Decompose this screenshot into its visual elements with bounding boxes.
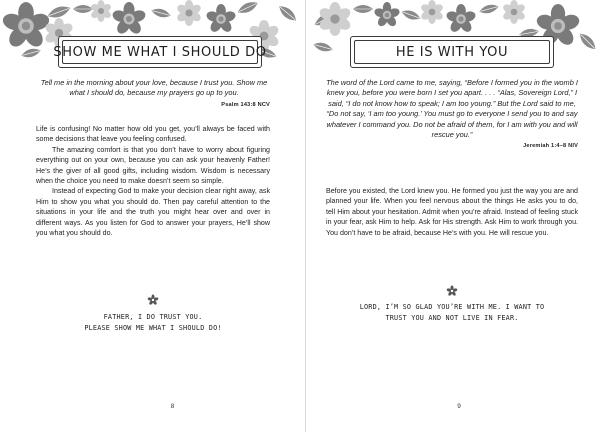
left-prayer: [30, 312, 276, 333]
right-verse: [326, 78, 578, 152]
left-body: [36, 124, 270, 238]
right-prayer: [326, 302, 578, 323]
right-title-box: [350, 36, 554, 68]
left-verse: [38, 78, 270, 110]
left-paragraph: Instead of expecting God to make your decision clear right away, ask Him to show you what you should do. Then pay careful attention to the situations in your life and the truth you might hear over and over in different ways. As you listen for God to answer your prayers, He’ll show you what you should do.: [36, 187, 270, 238]
right-page-title: HE IS WITH YOU: [395, 44, 509, 60]
right-prayer-line: TRUST YOU AND NOT LIVE IN FEAR.: [385, 313, 519, 322]
left-prayer-line: PLEASE SHOW ME WHAT I SHOULD DO!: [84, 323, 222, 332]
right-prayer-line: LORD, I’M SO GLAD YOU’RE WITH ME. I WANT TO: [359, 303, 545, 311]
right-verse-text: The word of the Lord came to me, saying, “Before I formed you in the womb I knew you, before you were born I set you apart. . . . “Alas, Sovereign Lord,” I said, “I do not know how to speak; I am too young.” But the Lord said to me, “Do not say, ‘I am too young.’ You must go to everyone I send you to and say whatever I command you. Do not be afraid of them, for I am with you and will rescue you.”: [326, 78, 578, 140]
left-verse-reference: Psalm 143:8 NCV: [221, 101, 270, 108]
flower-divider-icon: [446, 285, 458, 297]
left-page-title: SHOW ME WHAT I SHOULD DO: [53, 44, 267, 60]
right-paragraph: Before you existed, the Lord knew you. He formed you just the way you are and planned your life. When you feel nervous about the things He asks you to do, tell Him about your hesitation. Admit when you’re afraid. Instead of feeling stuck in your fear, ask Him to help. Ask for His strength. Ask Him to work through you. You don’t have to be afraid, because He’s with you. He will rescue you.: [326, 187, 578, 237]
left-title-box: [53, 36, 267, 68]
right-body: [326, 186, 578, 238]
right-page-number: 9: [457, 403, 461, 410]
right-verse-reference: Jeremiah 1:4–8 NIV: [523, 143, 578, 150]
flower-divider-icon: [147, 294, 159, 306]
right-page: [306, 0, 612, 432]
left-verse-text: Tell me in the morning about your love, because I trust you. Show me what I should do, because my prayers go up to you.: [40, 78, 268, 98]
left-paragraph: Life is confusing! No matter how old you get, you’ll always be faced with some decisions that leave you feeling confused.: [36, 125, 270, 144]
left-paragraph: The amazing comfort is that you don’t have to worry about figuring everything out on your own, because you can ask your heavenly Father! He’s the giver of all good gifts, including wisdom. Wisdom is necessary when the choice you need to make doesn’t seem so simple.: [36, 145, 270, 186]
left-page-number: 8: [170, 403, 175, 410]
left-prayer-line: FATHER, I DO TRUST YOU.: [103, 313, 203, 321]
